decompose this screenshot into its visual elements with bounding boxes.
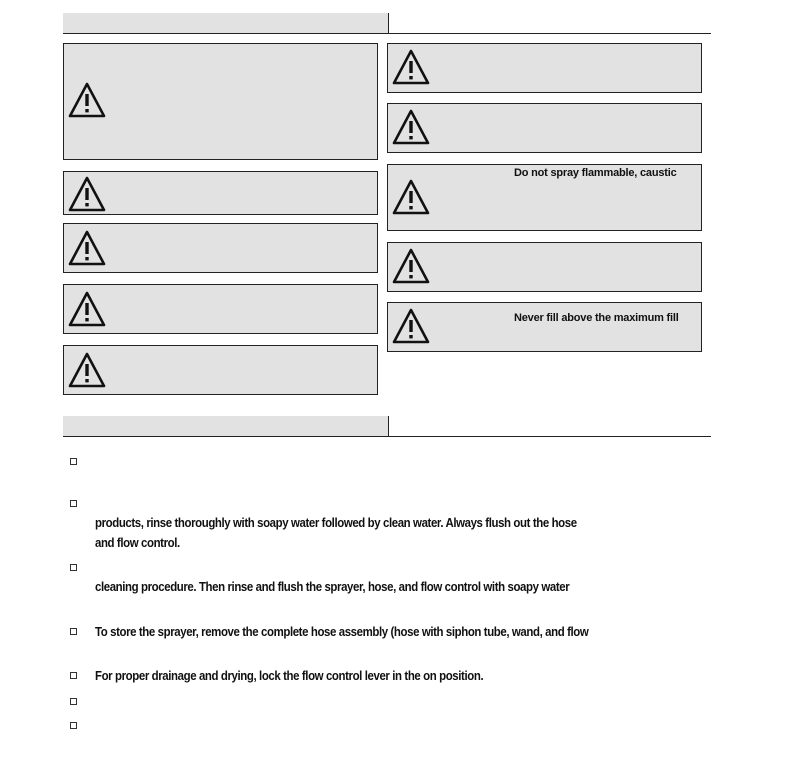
warning-text: Never fill above the maximum fill xyxy=(514,312,679,324)
section-header-bar-2 xyxy=(63,416,389,436)
checkbox-bullet-icon xyxy=(70,672,77,679)
warning-box-right-5 xyxy=(387,302,702,352)
checkbox-bullet-icon xyxy=(70,564,77,571)
warning-text: Do not spray flammable, caustic xyxy=(514,167,677,179)
warning-triangle-icon xyxy=(391,108,431,146)
instruction-line: cleaning procedure. Then rinse and flush the sprayer, hose, and flow control with soapy water xyxy=(95,579,570,594)
instruction-line: To store the sprayer, remove the complete hose assembly (hose with siphon tube, wand, and flow xyxy=(95,624,589,639)
warning-triangle-icon xyxy=(391,178,431,216)
warning-box-right-2 xyxy=(387,103,702,153)
warning-triangle-icon xyxy=(391,48,431,86)
warning-box-right-1 xyxy=(387,43,702,93)
warning-box-left-2 xyxy=(63,171,378,215)
section-rule-1 xyxy=(63,33,711,34)
section-header-bar-1 xyxy=(63,13,389,33)
warning-box-left-1 xyxy=(63,43,378,160)
warning-box-left-3 xyxy=(63,223,378,273)
warning-box-right-3 xyxy=(387,164,702,231)
warning-triangle-icon xyxy=(67,351,107,389)
warning-triangle-icon xyxy=(391,307,431,345)
warning-triangle-icon xyxy=(67,290,107,328)
instruction-line: For proper drainage and drying, lock the flow control lever in the on position. xyxy=(95,668,484,683)
section-rule-2 xyxy=(63,436,711,437)
warning-triangle-icon xyxy=(67,175,107,213)
checkbox-bullet-icon xyxy=(70,628,77,635)
checkbox-bullet-icon xyxy=(70,698,77,705)
checkbox-bullet-icon xyxy=(70,458,77,465)
warning-box-right-4 xyxy=(387,242,702,292)
warning-box-left-5 xyxy=(63,345,378,395)
checkbox-bullet-icon xyxy=(70,500,77,507)
warning-box-left-4 xyxy=(63,284,378,334)
instruction-line: and flow control. xyxy=(95,535,180,550)
warning-triangle-icon xyxy=(67,81,107,119)
warning-triangle-icon xyxy=(67,229,107,267)
checkbox-bullet-icon xyxy=(70,722,77,729)
warning-triangle-icon xyxy=(391,247,431,285)
instruction-line: products, rinse thoroughly with soapy water followed by clean water. Always flush out the hose xyxy=(95,515,577,530)
